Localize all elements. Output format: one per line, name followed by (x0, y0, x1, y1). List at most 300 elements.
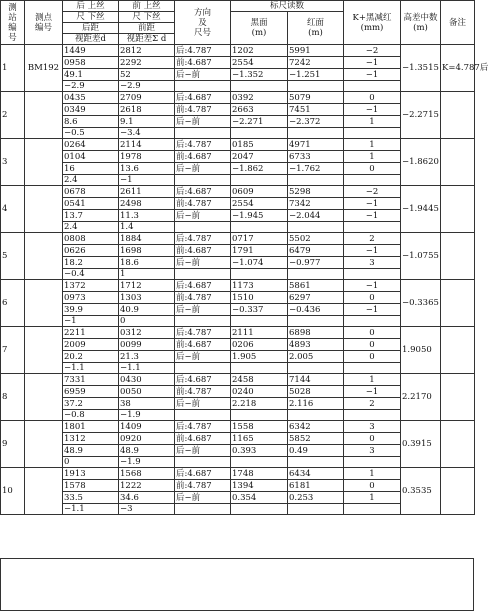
direction-label: 后−前 (175, 210, 231, 222)
back-ruler-value: 8.6 (63, 116, 119, 128)
direction-label: 后−前 (175, 163, 231, 175)
remark (441, 92, 475, 139)
direction-label: 后−前 (175, 445, 231, 457)
black-reading: 1.905 (231, 351, 288, 363)
front-ruler-value: 1222 (119, 480, 175, 492)
k-diff-value: 2 (344, 233, 401, 245)
front-ruler-value: −1.9 (119, 410, 175, 421)
red-reading (288, 316, 344, 327)
black-reading: 1791 (231, 245, 288, 257)
back-ruler-value: 6959 (63, 386, 119, 398)
remark (441, 374, 475, 421)
direction-label: 后:4.787 (175, 421, 231, 433)
table-row (1, 139, 475, 151)
back-ruler-value: −0.4 (63, 269, 119, 280)
black-reading: 1558 (231, 421, 288, 433)
remark (441, 468, 475, 515)
red-reading: −1.762 (288, 163, 344, 175)
station-number: 7 (1, 327, 25, 374)
red-reading: 5298 (288, 186, 344, 198)
front-ruler-value: 0099 (119, 339, 175, 351)
back-ruler-value: −1.1 (63, 504, 119, 515)
black-reading: 2.218 (231, 398, 288, 410)
header-sight-sum: 视距差Σ d (119, 34, 175, 45)
mean-height-diff: 0.3915 (401, 421, 441, 468)
front-ruler-value: 2498 (119, 198, 175, 210)
black-reading: −1.945 (231, 210, 288, 222)
back-ruler-value: 7331 (63, 374, 119, 386)
point-code: BM192 (25, 45, 63, 92)
header-front-lower: 尺 下丝 (119, 12, 175, 23)
red-reading: 6297 (288, 292, 344, 304)
black-reading: −1.352 (231, 69, 288, 81)
black-reading (231, 363, 288, 374)
k-diff-value (344, 269, 401, 280)
black-reading (231, 504, 288, 515)
black-reading: 1165 (231, 433, 288, 445)
k-diff-value: 0 (344, 351, 401, 363)
header-front-dist: 前距 (119, 23, 175, 34)
black-reading (231, 410, 288, 421)
header-point: 测点 编号 (25, 1, 63, 45)
front-ruler-value: 1712 (119, 280, 175, 292)
front-ruler-value: −3 (119, 504, 175, 515)
remark (441, 327, 475, 374)
black-reading: 0.393 (231, 445, 288, 457)
mean-height-diff: −1.3515 (401, 45, 441, 92)
direction-label: 后:4.687 (175, 374, 231, 386)
station-number: 6 (1, 280, 25, 327)
red-reading: 5028 (288, 386, 344, 398)
red-reading (288, 81, 344, 92)
black-reading: 0392 (231, 92, 288, 104)
black-reading (231, 175, 288, 186)
k-diff-value: 1 (344, 374, 401, 386)
direction-label (175, 222, 231, 233)
front-ruler-value: 2812 (119, 45, 175, 57)
direction-label: 后:4.787 (175, 327, 231, 339)
front-ruler-value: 2618 (119, 104, 175, 116)
point-code (25, 468, 63, 515)
k-diff-value: 1 (344, 151, 401, 163)
direction-label: 后:4.687 (175, 186, 231, 198)
point-code (25, 139, 63, 186)
back-ruler-value: 0349 (63, 104, 119, 116)
front-ruler-value: 0920 (119, 433, 175, 445)
direction-label: 后−前 (175, 304, 231, 316)
back-ruler-value: 1801 (63, 421, 119, 433)
k-diff-value: 1 (344, 116, 401, 128)
k-diff-value: −1 (344, 386, 401, 398)
direction-label: 前:4.787 (175, 386, 231, 398)
front-ruler-value: 11.3 (119, 210, 175, 222)
back-ruler-value: −1.1 (63, 363, 119, 374)
front-ruler-value: 1568 (119, 468, 175, 480)
black-reading (231, 269, 288, 280)
back-ruler-value: 0435 (63, 92, 119, 104)
red-reading: −0.977 (288, 257, 344, 269)
red-reading: 5502 (288, 233, 344, 245)
red-reading: 7451 (288, 104, 344, 116)
back-ruler-value: 1449 (63, 45, 119, 57)
remark (441, 233, 475, 280)
front-ruler-value: 52 (119, 69, 175, 81)
back-ruler-value: 0541 (63, 198, 119, 210)
red-reading: −0.436 (288, 304, 344, 316)
header-remarks: 备注 (441, 1, 475, 45)
k-diff-value: −1 (344, 245, 401, 257)
k-diff-value: −1 (344, 69, 401, 81)
k-diff-value: 0 (344, 433, 401, 445)
front-ruler-value: 1 (119, 269, 175, 280)
k-diff-value: −1 (344, 198, 401, 210)
front-ruler-value: 34.6 (119, 492, 175, 504)
remark (441, 186, 475, 233)
black-reading: −1.862 (231, 163, 288, 175)
point-code (25, 92, 63, 139)
back-ruler-value: 13.7 (63, 210, 119, 222)
k-diff-value: −2 (344, 45, 401, 57)
k-diff-value (344, 316, 401, 327)
front-ruler-value: 38 (119, 398, 175, 410)
k-diff-value: 0 (344, 327, 401, 339)
back-ruler-value: 2.4 (63, 175, 119, 186)
k-diff-value: 3 (344, 421, 401, 433)
back-ruler-value: 0104 (63, 151, 119, 163)
direction-label: 后:4.687 (175, 468, 231, 480)
red-reading: 7342 (288, 198, 344, 210)
black-reading (231, 128, 288, 139)
direction-label: 后:4.687 (175, 280, 231, 292)
back-ruler-value: 0958 (63, 57, 119, 69)
back-ruler-value: 2211 (63, 327, 119, 339)
back-ruler-value: −0.8 (63, 410, 119, 421)
direction-label: 后−前 (175, 257, 231, 269)
mean-height-diff: −0.3365 (401, 280, 441, 327)
station-number: 9 (1, 421, 25, 468)
point-code (25, 280, 63, 327)
k-diff-value (344, 410, 401, 421)
k-diff-value (344, 504, 401, 515)
table-row (1, 421, 475, 433)
back-ruler-value: 0973 (63, 292, 119, 304)
mean-height-diff: −1.8620 (401, 139, 441, 186)
red-reading (288, 410, 344, 421)
point-code (25, 374, 63, 421)
station-number: 1 (1, 45, 25, 92)
table-row (1, 374, 475, 386)
mean-height-diff: −1.0755 (401, 233, 441, 280)
red-reading: 6181 (288, 480, 344, 492)
back-ruler-value: 0264 (63, 139, 119, 151)
mean-height-diff: 2.2170 (401, 374, 441, 421)
black-reading: 0.354 (231, 492, 288, 504)
red-reading: −2.044 (288, 210, 344, 222)
black-reading: 2554 (231, 198, 288, 210)
blank-footer-area (0, 558, 474, 611)
table-row (1, 327, 475, 339)
point-code (25, 421, 63, 468)
point-code (25, 233, 63, 280)
front-ruler-value: −2.9 (119, 81, 175, 92)
red-reading: 7242 (288, 57, 344, 69)
back-ruler-value: 1913 (63, 468, 119, 480)
red-reading: 2.005 (288, 351, 344, 363)
mean-height-diff: −2.2715 (401, 92, 441, 139)
table-row (1, 92, 475, 104)
table-row (1, 186, 475, 198)
red-reading (288, 363, 344, 374)
black-reading: 0609 (231, 186, 288, 198)
black-reading (231, 81, 288, 92)
station-number: 10 (1, 468, 25, 515)
front-ruler-value: −1 (119, 175, 175, 186)
front-ruler-value: 9.1 (119, 116, 175, 128)
direction-label: 前:4.787 (175, 104, 231, 116)
front-ruler-value: 48.9 (119, 445, 175, 457)
back-ruler-value: 0626 (63, 245, 119, 257)
header-station: 测 站 编 号 (1, 1, 25, 45)
front-ruler-value: 0312 (119, 327, 175, 339)
direction-label (175, 504, 231, 515)
k-diff-value: 0 (344, 92, 401, 104)
table-row (1, 468, 475, 480)
k-diff-value: −1 (344, 304, 401, 316)
red-reading: 4893 (288, 339, 344, 351)
back-ruler-value: 18.2 (63, 257, 119, 269)
header-ruler-readings: 标尺读数 (231, 1, 344, 12)
front-ruler-value: −3.4 (119, 128, 175, 139)
table-header (1, 1, 475, 45)
black-reading: 2458 (231, 374, 288, 386)
direction-label (175, 410, 231, 421)
direction-label: 后:4.787 (175, 233, 231, 245)
direction-label: 前:4.787 (175, 198, 231, 210)
header-front-ruler: 前 上丝 (119, 1, 175, 12)
direction-label: 后−前 (175, 398, 231, 410)
direction-label (175, 316, 231, 327)
back-ruler-value: 1578 (63, 480, 119, 492)
back-ruler-value: −1 (63, 316, 119, 327)
k-diff-value: 3 (344, 445, 401, 457)
black-reading: −2.271 (231, 116, 288, 128)
black-reading: 1510 (231, 292, 288, 304)
header-mean-diff: 高差中数 (m) (401, 1, 441, 45)
black-reading: −1.074 (231, 257, 288, 269)
k-diff-value: 1 (344, 468, 401, 480)
back-ruler-value: 2009 (63, 339, 119, 351)
k-diff-value: −1 (344, 104, 401, 116)
black-reading: 1748 (231, 468, 288, 480)
direction-label: 前:4.787 (175, 480, 231, 492)
remark (441, 421, 475, 468)
red-reading (288, 457, 344, 468)
front-ruler-value: 1698 (119, 245, 175, 257)
red-reading: 7144 (288, 374, 344, 386)
back-ruler-value: 1372 (63, 280, 119, 292)
back-ruler-value: 39.9 (63, 304, 119, 316)
front-ruler-value: 0 (119, 316, 175, 327)
k-diff-value: −2 (344, 186, 401, 198)
front-ruler-value: 0050 (119, 386, 175, 398)
direction-label: 前:4.687 (175, 57, 231, 69)
red-reading: 6733 (288, 151, 344, 163)
direction-label: 前:4.687 (175, 151, 231, 163)
direction-label: 后:4.787 (175, 139, 231, 151)
back-ruler-value: 2.4 (63, 222, 119, 233)
red-reading: −2.372 (288, 116, 344, 128)
front-ruler-value: 1.4 (119, 222, 175, 233)
direction-label: 后−前 (175, 492, 231, 504)
black-reading: 2111 (231, 327, 288, 339)
direction-label: 前:4.687 (175, 339, 231, 351)
red-reading (288, 504, 344, 515)
header-back-ruler: 后 上丝 (63, 1, 119, 12)
direction-label (175, 269, 231, 280)
red-reading (288, 222, 344, 233)
red-reading: 4971 (288, 139, 344, 151)
black-reading: 0240 (231, 386, 288, 398)
front-ruler-value: 0430 (119, 374, 175, 386)
black-reading: 0717 (231, 233, 288, 245)
table-row (1, 45, 475, 57)
direction-label: 后:4.687 (175, 92, 231, 104)
red-reading: 0.49 (288, 445, 344, 457)
front-ruler-value: 1409 (119, 421, 175, 433)
header-sight-diff: 视距差d (63, 34, 119, 45)
k-diff-value: 2 (344, 398, 401, 410)
back-ruler-value: 0678 (63, 186, 119, 198)
point-code (25, 186, 63, 233)
black-reading: 1173 (231, 280, 288, 292)
front-ruler-value: 2114 (119, 139, 175, 151)
header-k-diff: K+黑减红 (mm) (344, 1, 401, 45)
red-reading: 5852 (288, 433, 344, 445)
remark (441, 139, 475, 186)
back-ruler-value: 37.2 (63, 398, 119, 410)
header-back-lower: 尺 下丝 (63, 12, 119, 23)
front-ruler-value: 1303 (119, 292, 175, 304)
black-reading (231, 316, 288, 327)
back-ruler-value: 48.9 (63, 445, 119, 457)
remark (441, 280, 475, 327)
back-ruler-value: −0.5 (63, 128, 119, 139)
table-row (1, 280, 475, 292)
back-ruler-value: 16 (63, 163, 119, 175)
k-diff-value: 0 (344, 339, 401, 351)
k-diff-value (344, 81, 401, 92)
front-ruler-value: 2709 (119, 92, 175, 104)
point-code (25, 327, 63, 374)
red-reading: 6898 (288, 327, 344, 339)
front-ruler-value: 2611 (119, 186, 175, 198)
red-reading: 0.253 (288, 492, 344, 504)
back-ruler-value: 33.5 (63, 492, 119, 504)
black-reading: 2554 (231, 57, 288, 69)
direction-label: 后−前 (175, 69, 231, 81)
direction-label (175, 175, 231, 186)
k-diff-value: 1 (344, 492, 401, 504)
direction-label: 前:4.787 (175, 292, 231, 304)
table-row (1, 233, 475, 245)
back-ruler-value: 49.1 (63, 69, 119, 81)
red-reading: 5079 (288, 92, 344, 104)
header-black: 黑面 (m) (231, 12, 288, 45)
black-reading (231, 222, 288, 233)
black-reading: 2663 (231, 104, 288, 116)
black-reading: 0206 (231, 339, 288, 351)
k-diff-value: 0 (344, 480, 401, 492)
k-diff-value (344, 222, 401, 233)
red-reading: 5861 (288, 280, 344, 292)
header-direction: 方向 及 尺号 (175, 1, 231, 45)
front-ruler-value: 40.9 (119, 304, 175, 316)
red-reading (288, 175, 344, 186)
back-ruler-value: −2.9 (63, 81, 119, 92)
mean-height-diff: 1.9050 (401, 327, 441, 374)
back-ruler-value: 1312 (63, 433, 119, 445)
front-ruler-value: −1.9 (119, 457, 175, 468)
k-diff-value: −1 (344, 210, 401, 222)
red-reading: 5991 (288, 45, 344, 57)
direction-label: 前:4.687 (175, 245, 231, 257)
front-ruler-value: 2292 (119, 57, 175, 69)
black-reading: 0185 (231, 139, 288, 151)
direction-label: 后−前 (175, 351, 231, 363)
station-number: 8 (1, 374, 25, 421)
k-diff-value (344, 363, 401, 374)
station-number: 2 (1, 92, 25, 139)
direction-label: 前:4.687 (175, 433, 231, 445)
station-number: 4 (1, 186, 25, 233)
k-diff-value: 3 (344, 257, 401, 269)
front-ruler-value: 21.3 (119, 351, 175, 363)
direction-label (175, 81, 231, 92)
front-ruler-value: 1884 (119, 233, 175, 245)
front-ruler-value: 1978 (119, 151, 175, 163)
k-diff-value: 1 (344, 139, 401, 151)
back-ruler-value: 0 (63, 457, 119, 468)
k-diff-value: −1 (344, 280, 401, 292)
red-reading: 6479 (288, 245, 344, 257)
remark: K=4.787后 (441, 45, 475, 92)
red-reading (288, 128, 344, 139)
front-ruler-value: −1.1 (119, 363, 175, 374)
back-ruler-value: 20.2 (63, 351, 119, 363)
back-ruler-value: 0808 (63, 233, 119, 245)
direction-label: 后−前 (175, 116, 231, 128)
k-diff-value (344, 175, 401, 186)
mean-height-diff: 0.3535 (401, 468, 441, 515)
red-reading: −1.251 (288, 69, 344, 81)
mean-height-diff: −1.9445 (401, 186, 441, 233)
direction-label (175, 457, 231, 468)
k-diff-value: 0 (344, 292, 401, 304)
table-body (1, 45, 488, 515)
header-back-dist: 后距 (63, 23, 119, 34)
red-reading: 6342 (288, 421, 344, 433)
k-diff-value (344, 128, 401, 139)
red-reading: 6434 (288, 468, 344, 480)
black-reading: 2047 (231, 151, 288, 163)
front-ruler-value: 13.6 (119, 163, 175, 175)
k-diff-value: −1 (344, 57, 401, 69)
black-reading: −0.337 (231, 304, 288, 316)
front-ruler-value: 18.6 (119, 257, 175, 269)
direction-label: 后:4.787 (175, 45, 231, 57)
k-diff-value: 0 (344, 163, 401, 175)
black-reading (231, 457, 288, 468)
